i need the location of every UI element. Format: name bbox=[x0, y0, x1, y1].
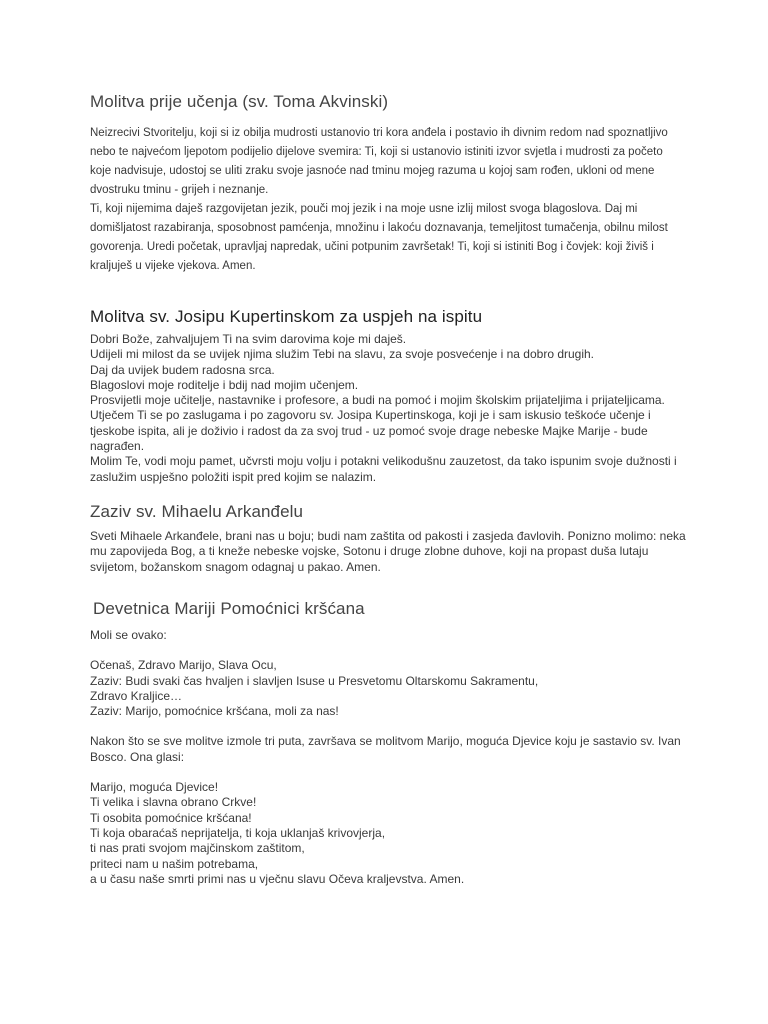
text-line: Sveti Mihaele Arkanđele, brani nas u boju; budi nam zaštita od pakosti i zasjeda đavlovih. Ponizno molimo: neka bbox=[90, 529, 686, 543]
section-title: Molitva prije učenja (sv. Toma Akvinski) bbox=[90, 92, 389, 111]
text-line: domišljatost razabiranja, sposobnost pamćenja, množinu i lakoću doznavanja, temeljitost tumačenja, obilnu milost bbox=[90, 222, 668, 234]
text-line: govorenja. Uredi početak, upravljaj napredak, učini potpunim završetak! Ti, koji si istiniti Bog i čovjek: koji živiš i bbox=[90, 241, 654, 253]
text-line: Udijeli mi milost da se uvijek njima služim Tebi na slavu, za svoje posvećenje i na dobro drugih. bbox=[90, 347, 595, 362]
section-josip-kupertinski bbox=[90, 306, 710, 485]
text-line: svijetom, božanskom snagom odagnaj u pakao. Amen. bbox=[90, 559, 381, 574]
section-title: Molitva sv. Josipu Kupertinskom za uspjeh na ispitu bbox=[90, 307, 483, 326]
text-line: ti nas prati svojom majčinskom zaštitom, bbox=[90, 841, 305, 856]
text-line: zaslužim uspješno položiti ispit pred kojim se nalazim. bbox=[90, 469, 377, 484]
section-title: Devetnica Mariji Pomoćnici kršćana bbox=[93, 599, 365, 618]
text-line: Utječem Ti se po zaslugama i po zagovoru sv. Josipa Kupertinskoga, koji je i sam iskusio teškoće učenje i bbox=[90, 408, 651, 423]
text-line: Daj da uvijek budem radosna srca. bbox=[90, 362, 275, 377]
text-line: dvostruku tminu - grijeh i neznanje. bbox=[90, 184, 269, 196]
text-line: Neizrecivi Stvoritelju, koji si iz obilja mudrosti ustanovio tri kora anđela i postavio ih divnim redom nad spoznatljivo bbox=[90, 127, 668, 139]
section-devetnica bbox=[90, 598, 713, 887]
text-line: nagrađen. bbox=[90, 439, 145, 454]
section-title: Zaziv sv. Mihaelu Arkanđelu bbox=[90, 502, 304, 521]
text-line: Ti koja obaraćaš neprijatelja, ti koja uklanjaš krivovjerja, bbox=[90, 825, 386, 840]
text-line: Prosvijetli moje učitelje, nastavnike i profesore, a budi na pomoć i mojim školskim prijateljima i prijateljicama. bbox=[90, 393, 665, 408]
text-line: Marijo, moguća Djevice! bbox=[90, 780, 219, 795]
text-line: koje nadvisuje, udostoj se uliti zraku svoje jasnoće nad tminu mojeg razuma u kojoj sam rođen, ukloni od mene bbox=[90, 165, 655, 177]
section-mihael-arkandel bbox=[90, 501, 710, 575]
text-line: Nakon što se sve molitve izmole tri puta, završava se molitvom Marijo, moguća Djevice koju je sastavio sv. Ivan bbox=[90, 734, 681, 749]
text-line: Molim Te, vodi moju pamet, učvrsti moju volju i potakni velikodušnu zauzetost, da tako ispunim svoje dužnosti i bbox=[90, 454, 677, 469]
text-line: Ti, koji nijemima daješ razgovijetan jezik, pouči moj jezik i na moje usne izlij milost svoga blagoslova. Daj mi bbox=[90, 203, 638, 215]
text-line: Dobri Bože, zahvaljujem Ti na svim darovima koje mi daješ. bbox=[90, 332, 407, 346]
intro-line: Moli se ovako: bbox=[90, 628, 167, 642]
text-line: Očenaš, Zdravo Marijo, Slava Ocu, bbox=[90, 658, 277, 673]
prayer-text bbox=[90, 628, 713, 887]
text-line: Zdravo Kraljice… bbox=[90, 688, 183, 703]
text-line: Zaziv: Budi svaki čas hvaljen i slavljen Isuse u Presvetomu Oltarskomu Sakramentu, bbox=[90, 673, 539, 688]
text-line: Blagoslovi moje roditelje i bdij nad mojim učenjem. bbox=[90, 377, 359, 392]
section-toma-akvinski bbox=[90, 91, 710, 276]
text-line: Zaziv: Marijo, pomoćnice kršćana, moli za nas! bbox=[90, 704, 339, 719]
text-line: priteci nam u našim potrebama, bbox=[90, 856, 259, 871]
text-line: tjeskobe ispita, ali je doživio i radost da za svoj trud - uz pomoć svoje drage nebeske Majke Marije - bude bbox=[90, 423, 648, 438]
text-line: nebo te najvećom ljepotom podijelio dijelove svemira: Ti, koji si ustanovio istiniti izvor svjetla i mudrosti za početo bbox=[90, 146, 663, 158]
prayer-text bbox=[90, 332, 710, 485]
text-line: Ti velika i slavna obrano Crkve! bbox=[90, 795, 257, 810]
text-line: Ti osobita pomoćnice kršćana! bbox=[90, 810, 252, 825]
text-line: a u času naše smrti primi nas u vječnu slavu Očeva kraljevstva. Amen. bbox=[90, 871, 465, 886]
prayer-text bbox=[90, 529, 710, 575]
text-line: mu zapovijeda Bog, a ti kneže nebeske vojske, Sotonu i druge zlobne duhove, koji na propast duša lutaju bbox=[90, 544, 649, 559]
text-line: kraljuješ u vijeke vjekova. Amen. bbox=[90, 260, 256, 272]
prayer-text bbox=[90, 124, 710, 276]
text-line: Bosco. Ona glasi: bbox=[90, 749, 185, 764]
